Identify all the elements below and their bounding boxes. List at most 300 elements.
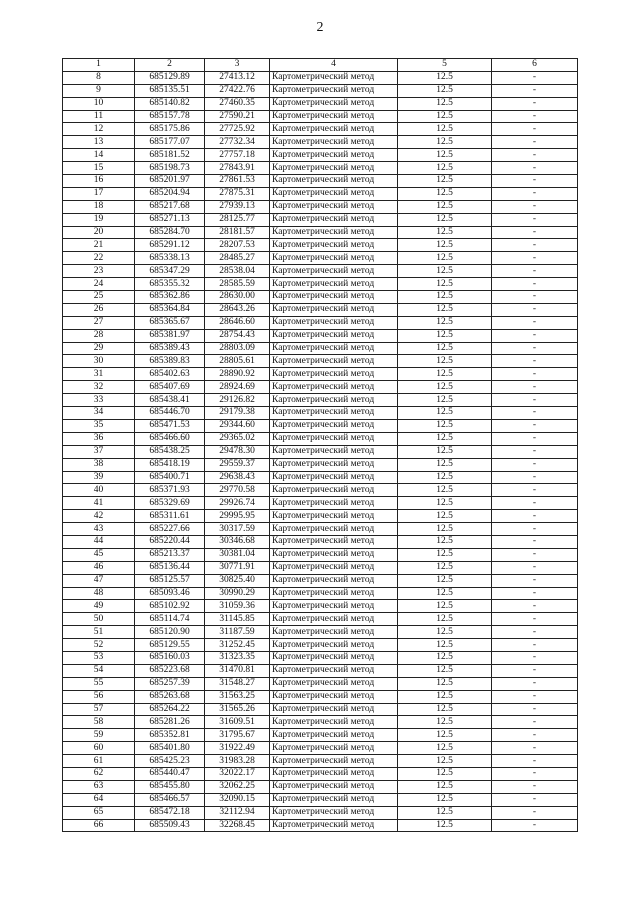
accuracy-cell: 12.5: [398, 329, 492, 342]
y-coordinate-cell: 31470.81: [205, 664, 270, 677]
column-header-5: 5: [398, 59, 492, 72]
table-row: [63, 548, 578, 561]
x-coordinate-cell: 685389.43: [135, 342, 205, 355]
method-cell: Картометрический метод: [270, 458, 398, 471]
table-row: [63, 767, 578, 780]
point-number-cell: 36: [63, 432, 135, 445]
point-number-cell: 61: [63, 755, 135, 768]
note-cell: -: [492, 316, 578, 329]
x-coordinate-cell: 685281.26: [135, 716, 205, 729]
accuracy-cell: 12.5: [398, 407, 492, 420]
x-coordinate-cell: 685347.29: [135, 265, 205, 278]
table-row: [63, 806, 578, 819]
method-cell: Картометрический метод: [270, 767, 398, 780]
note-cell: -: [492, 664, 578, 677]
table-row: [63, 432, 578, 445]
accuracy-cell: 12.5: [398, 303, 492, 316]
note-cell: -: [492, 291, 578, 304]
y-coordinate-cell: 28538.04: [205, 265, 270, 278]
y-coordinate-cell: 27413.12: [205, 71, 270, 84]
accuracy-cell: 12.5: [398, 136, 492, 149]
accuracy-cell: 12.5: [398, 664, 492, 677]
point-number-cell: 14: [63, 149, 135, 162]
method-cell: Картометрический метод: [270, 136, 398, 149]
accuracy-cell: 12.5: [398, 149, 492, 162]
x-coordinate-cell: 685093.46: [135, 587, 205, 600]
table-row: [63, 368, 578, 381]
accuracy-cell: 12.5: [398, 535, 492, 548]
method-cell: Картометрический метод: [270, 226, 398, 239]
table-row: [63, 626, 578, 639]
method-cell: Картометрический метод: [270, 651, 398, 664]
note-cell: -: [492, 729, 578, 742]
point-number-cell: 49: [63, 600, 135, 613]
point-number-cell: 62: [63, 767, 135, 780]
accuracy-cell: 12.5: [398, 394, 492, 407]
x-coordinate-cell: 685129.89: [135, 71, 205, 84]
accuracy-cell: 12.5: [398, 316, 492, 329]
x-coordinate-cell: 685407.69: [135, 381, 205, 394]
table-row: [63, 381, 578, 394]
accuracy-cell: 12.5: [398, 819, 492, 832]
x-coordinate-cell: 685509.43: [135, 819, 205, 832]
x-coordinate-cell: 685401.80: [135, 742, 205, 755]
method-cell: Картометрический метод: [270, 303, 398, 316]
point-number-cell: 65: [63, 806, 135, 819]
note-cell: -: [492, 793, 578, 806]
accuracy-cell: 12.5: [398, 574, 492, 587]
table-row: [63, 484, 578, 497]
accuracy-cell: 12.5: [398, 677, 492, 690]
method-cell: Картометрический метод: [270, 587, 398, 600]
method-cell: Картометрический метод: [270, 613, 398, 626]
y-coordinate-cell: 27590.21: [205, 110, 270, 123]
method-cell: Картометрический метод: [270, 523, 398, 536]
point-number-cell: 10: [63, 97, 135, 110]
table-row: [63, 780, 578, 793]
y-coordinate-cell: 31563.25: [205, 690, 270, 703]
table-row: [63, 690, 578, 703]
y-coordinate-cell: 29478.30: [205, 445, 270, 458]
accuracy-cell: 12.5: [398, 123, 492, 136]
x-coordinate-cell: 685455.80: [135, 780, 205, 793]
accuracy-cell: 12.5: [398, 381, 492, 394]
method-cell: Картометрический метод: [270, 677, 398, 690]
note-cell: -: [492, 342, 578, 355]
table-row: [63, 664, 578, 677]
method-cell: Картометрический метод: [270, 755, 398, 768]
point-number-cell: 25: [63, 291, 135, 304]
note-cell: -: [492, 703, 578, 716]
x-coordinate-cell: 685402.63: [135, 368, 205, 381]
x-coordinate-cell: 685102.92: [135, 600, 205, 613]
accuracy-cell: 12.5: [398, 548, 492, 561]
x-coordinate-cell: 685120.90: [135, 626, 205, 639]
point-number-cell: 27: [63, 316, 135, 329]
accuracy-cell: 12.5: [398, 561, 492, 574]
y-coordinate-cell: 28754.43: [205, 329, 270, 342]
y-coordinate-cell: 31323.35: [205, 651, 270, 664]
accuracy-cell: 12.5: [398, 110, 492, 123]
point-number-cell: 35: [63, 419, 135, 432]
point-number-cell: 39: [63, 471, 135, 484]
accuracy-cell: 12.5: [398, 755, 492, 768]
x-coordinate-cell: 685355.32: [135, 278, 205, 291]
note-cell: -: [492, 175, 578, 188]
note-cell: -: [492, 742, 578, 755]
method-cell: Картометрический метод: [270, 419, 398, 432]
table-row: [63, 677, 578, 690]
point-number-cell: 15: [63, 162, 135, 175]
accuracy-cell: 12.5: [398, 806, 492, 819]
table-row: [63, 510, 578, 523]
y-coordinate-cell: 29179.38: [205, 407, 270, 420]
table-row: [63, 561, 578, 574]
method-cell: Картометрический метод: [270, 780, 398, 793]
table-row: [63, 471, 578, 484]
x-coordinate-cell: 685198.73: [135, 162, 205, 175]
y-coordinate-cell: 31145.85: [205, 613, 270, 626]
point-number-cell: 20: [63, 226, 135, 239]
table-row: [63, 265, 578, 278]
method-cell: Картометрический метод: [270, 342, 398, 355]
y-coordinate-cell: 29926.74: [205, 497, 270, 510]
accuracy-cell: 12.5: [398, 252, 492, 265]
point-number-cell: 34: [63, 407, 135, 420]
y-coordinate-cell: 28643.26: [205, 303, 270, 316]
point-number-cell: 31: [63, 368, 135, 381]
table-row: [63, 84, 578, 97]
table-row: [63, 355, 578, 368]
point-number-cell: 18: [63, 200, 135, 213]
x-coordinate-cell: 685125.57: [135, 574, 205, 587]
x-coordinate-cell: 685389.83: [135, 355, 205, 368]
point-number-cell: 12: [63, 123, 135, 136]
method-cell: Картометрический метод: [270, 510, 398, 523]
accuracy-cell: 12.5: [398, 445, 492, 458]
y-coordinate-cell: 27875.31: [205, 187, 270, 200]
method-cell: Картометрический метод: [270, 71, 398, 84]
x-coordinate-cell: 685472.18: [135, 806, 205, 819]
x-coordinate-cell: 685135.51: [135, 84, 205, 97]
accuracy-cell: 12.5: [398, 458, 492, 471]
y-coordinate-cell: 28890.92: [205, 368, 270, 381]
y-coordinate-cell: 27861.53: [205, 175, 270, 188]
method-cell: Картометрический метод: [270, 497, 398, 510]
point-number-cell: 59: [63, 729, 135, 742]
method-cell: Картометрический метод: [270, 548, 398, 561]
note-cell: -: [492, 535, 578, 548]
table-row: [63, 535, 578, 548]
point-number-cell: 48: [63, 587, 135, 600]
note-cell: -: [492, 329, 578, 342]
accuracy-cell: 12.5: [398, 626, 492, 639]
y-coordinate-cell: 31983.28: [205, 755, 270, 768]
method-cell: Картометрический метод: [270, 574, 398, 587]
accuracy-cell: 12.5: [398, 368, 492, 381]
y-coordinate-cell: 31922.49: [205, 742, 270, 755]
x-coordinate-cell: 685257.39: [135, 677, 205, 690]
x-coordinate-cell: 685204.94: [135, 187, 205, 200]
table-row: [63, 239, 578, 252]
method-cell: Картометрический метод: [270, 639, 398, 652]
accuracy-cell: 12.5: [398, 432, 492, 445]
point-number-cell: 64: [63, 793, 135, 806]
x-coordinate-cell: 685175.86: [135, 123, 205, 136]
note-cell: -: [492, 626, 578, 639]
accuracy-cell: 12.5: [398, 342, 492, 355]
table-row: [63, 162, 578, 175]
y-coordinate-cell: 32268.45: [205, 819, 270, 832]
table-row: [63, 252, 578, 265]
accuracy-cell: 12.5: [398, 187, 492, 200]
x-coordinate-cell: 685440.47: [135, 767, 205, 780]
point-number-cell: 22: [63, 252, 135, 265]
method-cell: Картометрический метод: [270, 690, 398, 703]
note-cell: -: [492, 368, 578, 381]
x-coordinate-cell: 685177.07: [135, 136, 205, 149]
x-coordinate-cell: 685157.78: [135, 110, 205, 123]
point-number-cell: 24: [63, 278, 135, 291]
table-body: [63, 71, 578, 832]
method-cell: Картометрический метод: [270, 239, 398, 252]
table-row: [63, 639, 578, 652]
note-cell: -: [492, 497, 578, 510]
note-cell: -: [492, 213, 578, 226]
point-number-cell: 51: [63, 626, 135, 639]
method-cell: Картометрический метод: [270, 316, 398, 329]
note-cell: -: [492, 187, 578, 200]
x-coordinate-cell: 685400.71: [135, 471, 205, 484]
point-number-cell: 66: [63, 819, 135, 832]
y-coordinate-cell: 28207.53: [205, 239, 270, 252]
y-coordinate-cell: 31609.51: [205, 716, 270, 729]
note-cell: -: [492, 819, 578, 832]
point-number-cell: 13: [63, 136, 135, 149]
note-cell: -: [492, 510, 578, 523]
y-coordinate-cell: 29365.02: [205, 432, 270, 445]
point-number-cell: 37: [63, 445, 135, 458]
x-coordinate-cell: 685438.41: [135, 394, 205, 407]
accuracy-cell: 12.5: [398, 767, 492, 780]
table-row: [63, 793, 578, 806]
x-coordinate-cell: 685466.57: [135, 793, 205, 806]
x-coordinate-cell: 685140.82: [135, 97, 205, 110]
point-number-cell: 63: [63, 780, 135, 793]
x-coordinate-cell: 685263.68: [135, 690, 205, 703]
y-coordinate-cell: 27939.13: [205, 200, 270, 213]
point-number-cell: 30: [63, 355, 135, 368]
method-cell: Картометрический метод: [270, 368, 398, 381]
note-cell: -: [492, 110, 578, 123]
method-cell: Картометрический метод: [270, 110, 398, 123]
accuracy-cell: 12.5: [398, 639, 492, 652]
point-number-cell: 29: [63, 342, 135, 355]
point-number-cell: 54: [63, 664, 135, 677]
method-cell: Картометрический метод: [270, 265, 398, 278]
y-coordinate-cell: 28125.77: [205, 213, 270, 226]
x-coordinate-cell: 685381.97: [135, 329, 205, 342]
y-coordinate-cell: 30346.68: [205, 535, 270, 548]
note-cell: -: [492, 200, 578, 213]
note-cell: -: [492, 136, 578, 149]
y-coordinate-cell: 31059.36: [205, 600, 270, 613]
table-row: [63, 291, 578, 304]
note-cell: -: [492, 548, 578, 561]
y-coordinate-cell: 29559.37: [205, 458, 270, 471]
accuracy-cell: 12.5: [398, 71, 492, 84]
y-coordinate-cell: 27843.91: [205, 162, 270, 175]
note-cell: -: [492, 278, 578, 291]
method-cell: Картометрический метод: [270, 664, 398, 677]
page-number: 2: [316, 20, 324, 35]
accuracy-cell: 12.5: [398, 651, 492, 664]
note-cell: -: [492, 265, 578, 278]
method-cell: Картометрический метод: [270, 162, 398, 175]
accuracy-cell: 12.5: [398, 226, 492, 239]
method-cell: Картометрический метод: [270, 187, 398, 200]
accuracy-cell: 12.5: [398, 175, 492, 188]
point-number-cell: 42: [63, 510, 135, 523]
method-cell: Картометрический метод: [270, 703, 398, 716]
x-coordinate-cell: 685352.81: [135, 729, 205, 742]
x-coordinate-cell: 685136.44: [135, 561, 205, 574]
accuracy-cell: 12.5: [398, 200, 492, 213]
accuracy-cell: 12.5: [398, 162, 492, 175]
table-row: [63, 278, 578, 291]
method-cell: Картометрический метод: [270, 716, 398, 729]
accuracy-cell: 12.5: [398, 84, 492, 97]
note-cell: -: [492, 587, 578, 600]
table-row: [63, 716, 578, 729]
x-coordinate-cell: 685311.61: [135, 510, 205, 523]
x-coordinate-cell: 685284.70: [135, 226, 205, 239]
y-coordinate-cell: 30317.59: [205, 523, 270, 536]
x-coordinate-cell: 685129.55: [135, 639, 205, 652]
point-number-cell: 33: [63, 394, 135, 407]
y-coordinate-cell: 30381.04: [205, 548, 270, 561]
table-row: [63, 303, 578, 316]
note-cell: -: [492, 149, 578, 162]
x-coordinate-cell: 685213.37: [135, 548, 205, 561]
note-cell: -: [492, 806, 578, 819]
method-cell: Картометрический метод: [270, 123, 398, 136]
note-cell: -: [492, 419, 578, 432]
accuracy-cell: 12.5: [398, 716, 492, 729]
table-row: [63, 755, 578, 768]
header-row: [63, 59, 578, 72]
method-cell: Картометрический метод: [270, 97, 398, 110]
table-row: [63, 200, 578, 213]
method-cell: Картометрический метод: [270, 535, 398, 548]
y-coordinate-cell: 32090.15: [205, 793, 270, 806]
x-coordinate-cell: 685438.25: [135, 445, 205, 458]
method-cell: Картометрический метод: [270, 445, 398, 458]
accuracy-cell: 12.5: [398, 419, 492, 432]
note-cell: -: [492, 484, 578, 497]
x-coordinate-cell: 685264.22: [135, 703, 205, 716]
x-coordinate-cell: 685329.69: [135, 497, 205, 510]
table-row: [63, 458, 578, 471]
table-row: [63, 149, 578, 162]
point-number-cell: 11: [63, 110, 135, 123]
method-cell: Картометрический метод: [270, 626, 398, 639]
note-cell: -: [492, 432, 578, 445]
y-coordinate-cell: 30825.40: [205, 574, 270, 587]
y-coordinate-cell: 31548.27: [205, 677, 270, 690]
column-header-4: 4: [270, 59, 398, 72]
accuracy-cell: 12.5: [398, 265, 492, 278]
y-coordinate-cell: 28181.57: [205, 226, 270, 239]
method-cell: Картометрический метод: [270, 355, 398, 368]
method-cell: Картометрический метод: [270, 329, 398, 342]
table-row: [63, 329, 578, 342]
table-row: [63, 136, 578, 149]
accuracy-cell: 12.5: [398, 213, 492, 226]
point-number-cell: 45: [63, 548, 135, 561]
accuracy-cell: 12.5: [398, 239, 492, 252]
method-cell: Картометрический метод: [270, 84, 398, 97]
table-row: [63, 651, 578, 664]
table-row: [63, 819, 578, 832]
accuracy-cell: 12.5: [398, 484, 492, 497]
table-row: [63, 407, 578, 420]
table-row: [63, 419, 578, 432]
note-cell: -: [492, 381, 578, 394]
x-coordinate-cell: 685365.67: [135, 316, 205, 329]
y-coordinate-cell: 32022.17: [205, 767, 270, 780]
accuracy-cell: 12.5: [398, 355, 492, 368]
note-cell: -: [492, 523, 578, 536]
point-number-cell: 23: [63, 265, 135, 278]
table-row: [63, 316, 578, 329]
accuracy-cell: 12.5: [398, 793, 492, 806]
point-number-cell: 57: [63, 703, 135, 716]
note-cell: -: [492, 755, 578, 768]
note-cell: -: [492, 767, 578, 780]
accuracy-cell: 12.5: [398, 729, 492, 742]
y-coordinate-cell: 28485.27: [205, 252, 270, 265]
table-row: [63, 574, 578, 587]
y-coordinate-cell: 32112.94: [205, 806, 270, 819]
point-number-cell: 52: [63, 639, 135, 652]
x-coordinate-cell: 685446.70: [135, 407, 205, 420]
note-cell: -: [492, 394, 578, 407]
y-coordinate-cell: 29126.82: [205, 394, 270, 407]
y-coordinate-cell: 29770.58: [205, 484, 270, 497]
method-cell: Картометрический метод: [270, 471, 398, 484]
note-cell: -: [492, 458, 578, 471]
y-coordinate-cell: 27422.76: [205, 84, 270, 97]
x-coordinate-cell: 685338.13: [135, 252, 205, 265]
y-coordinate-cell: 29638.43: [205, 471, 270, 484]
column-header-6: 6: [492, 59, 578, 72]
note-cell: -: [492, 716, 578, 729]
point-number-cell: 17: [63, 187, 135, 200]
table-row: [63, 110, 578, 123]
point-number-cell: 8: [63, 71, 135, 84]
method-cell: Картометрический метод: [270, 819, 398, 832]
y-coordinate-cell: 28585.59: [205, 278, 270, 291]
note-cell: -: [492, 600, 578, 613]
point-number-cell: 47: [63, 574, 135, 587]
y-coordinate-cell: 31565.26: [205, 703, 270, 716]
table-row: [63, 587, 578, 600]
x-coordinate-cell: 685418.19: [135, 458, 205, 471]
table-row: [63, 175, 578, 188]
y-coordinate-cell: 31252.45: [205, 639, 270, 652]
table-row: [63, 613, 578, 626]
